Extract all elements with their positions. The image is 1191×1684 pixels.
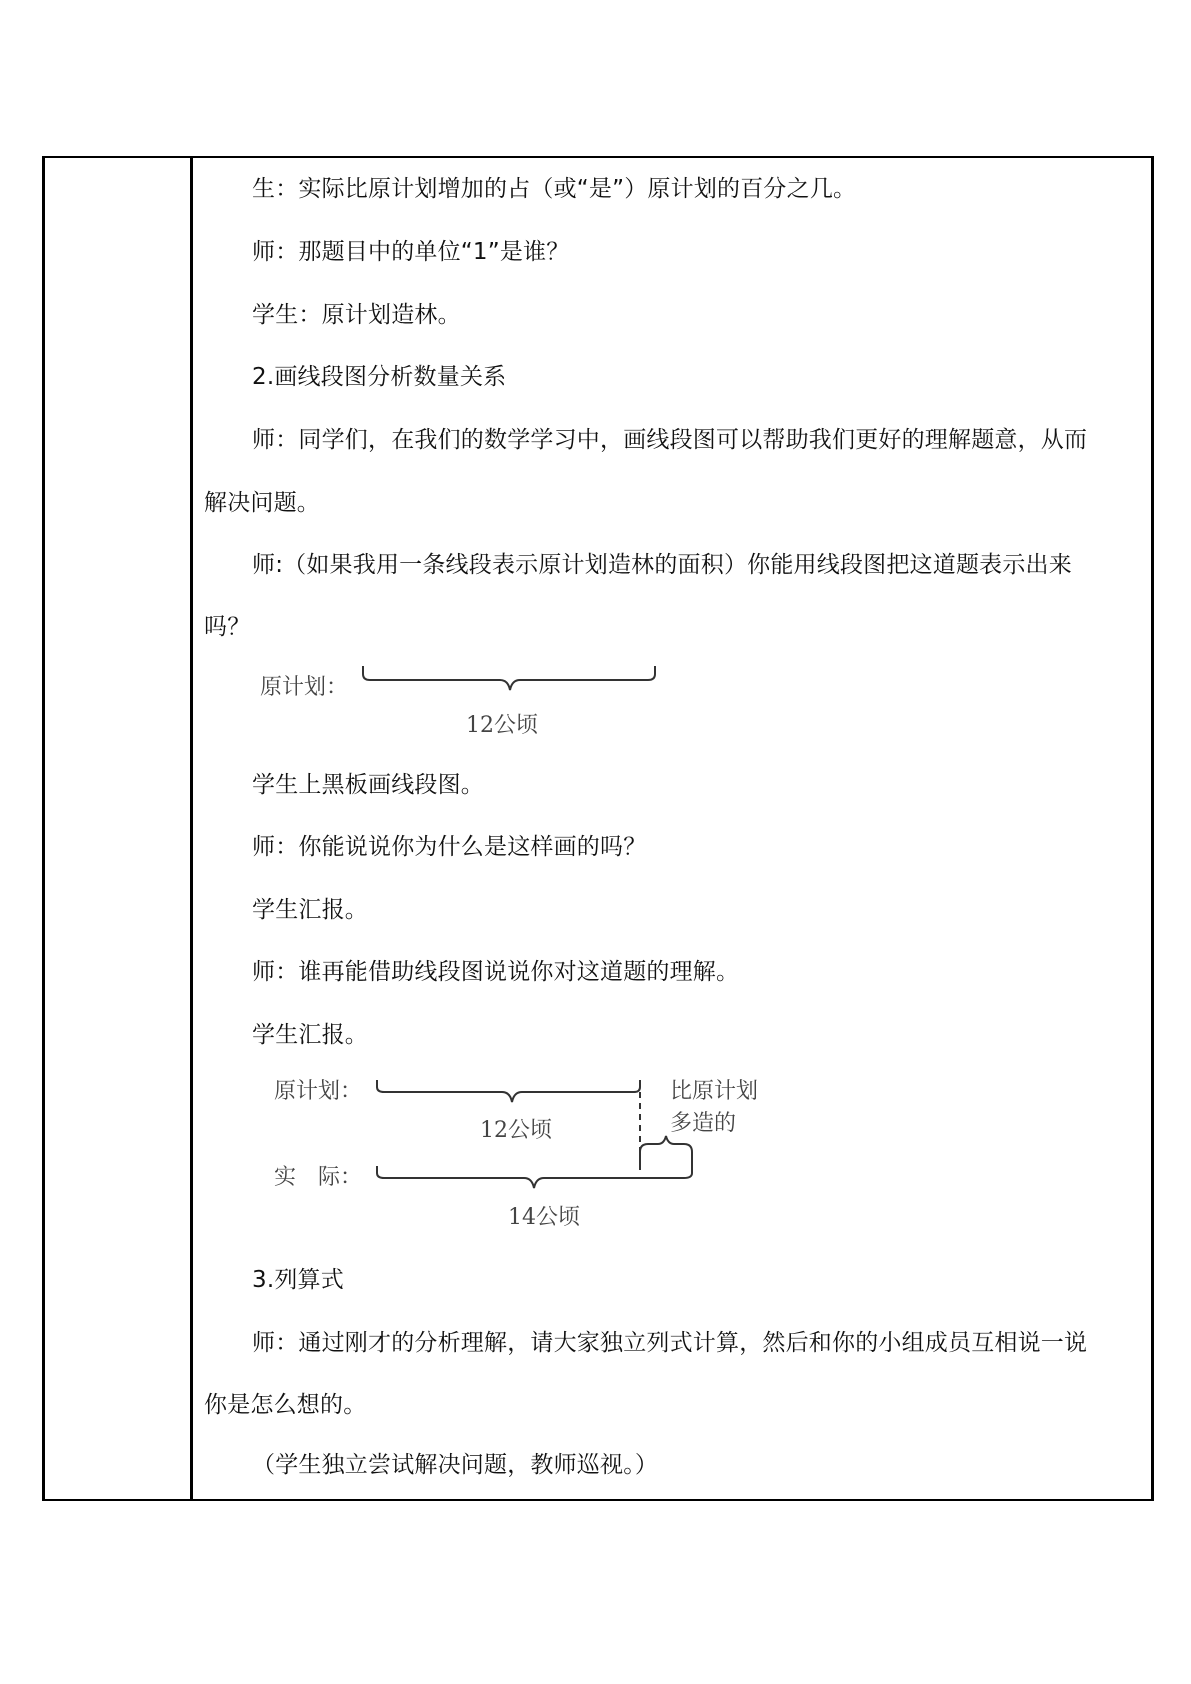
paragraph-student-report-2: 学生汇报。 [252, 1022, 368, 1048]
paragraph-teacher-prompt-cont: 吗？ [204, 614, 251, 640]
table-column-divider [190, 156, 193, 1501]
diagram1-value: 12公顷 [466, 713, 538, 738]
paragraph-teacher-intro: 师：同学们，在我们的数学学习中，画线段图可以帮助我们更好的理解题意，从而 [252, 427, 1088, 453]
diagram1-label: 原计划： [260, 675, 349, 700]
diagram2-braces [372, 1068, 722, 1198]
diagram2-actual-value: 14公顷 [508, 1205, 580, 1230]
diagram2-plan-label: 原计划： [274, 1079, 363, 1104]
diagram2-extra-line1: 比原计划 [670, 1079, 759, 1104]
lesson-table [42, 156, 1154, 1501]
diagram2-plan-value: 12公顷 [480, 1118, 552, 1143]
paragraph-teacher-intro-cont: 解决问题。 [204, 490, 320, 516]
paragraph-teacher-prompt: 师:（如果我用一条线段表示原计划造林的面积）你能用线段图把这道题表示出来 [252, 552, 1072, 578]
section-heading-2: 2.画线段图分析数量关系 [252, 364, 507, 390]
diagram2-actual-label: 实 际： [274, 1165, 363, 1190]
diagram2-extra-line2: 多造的 [670, 1111, 737, 1136]
paragraph-teacher-question: 师：那题目中的单位“1”是谁？ [252, 239, 570, 265]
diagram1-brace [360, 664, 660, 704]
paragraph-student-report-1: 学生汇报。 [252, 897, 368, 923]
paragraph-teacher-instruct-cont: 你是怎么想的。 [204, 1392, 367, 1418]
paragraph-teacher-ask-why: 师：你能说说你为什么是这样画的吗？ [252, 834, 647, 860]
paragraph-student-reply: 学生：原计划造林。 [252, 302, 461, 328]
paragraph-teacher-instruct: 师：通过刚才的分析理解，请大家独立列式计算，然后和你的小组成员互相说一说 [252, 1330, 1088, 1356]
paragraph-activity-note: （学生独立尝试解决问题，教师巡视。） [252, 1452, 659, 1478]
paragraph-student-answer: 生：实际比原计划增加的占（或“是”）原计划的百分之几。 [252, 176, 857, 202]
paragraph-student-draw: 学生上黑板画线段图。 [252, 772, 484, 798]
section-heading-3: 3.列算式 [252, 1267, 344, 1293]
paragraph-teacher-explain: 师：谁再能借助线段图说说你对这道题的理解。 [252, 959, 740, 985]
